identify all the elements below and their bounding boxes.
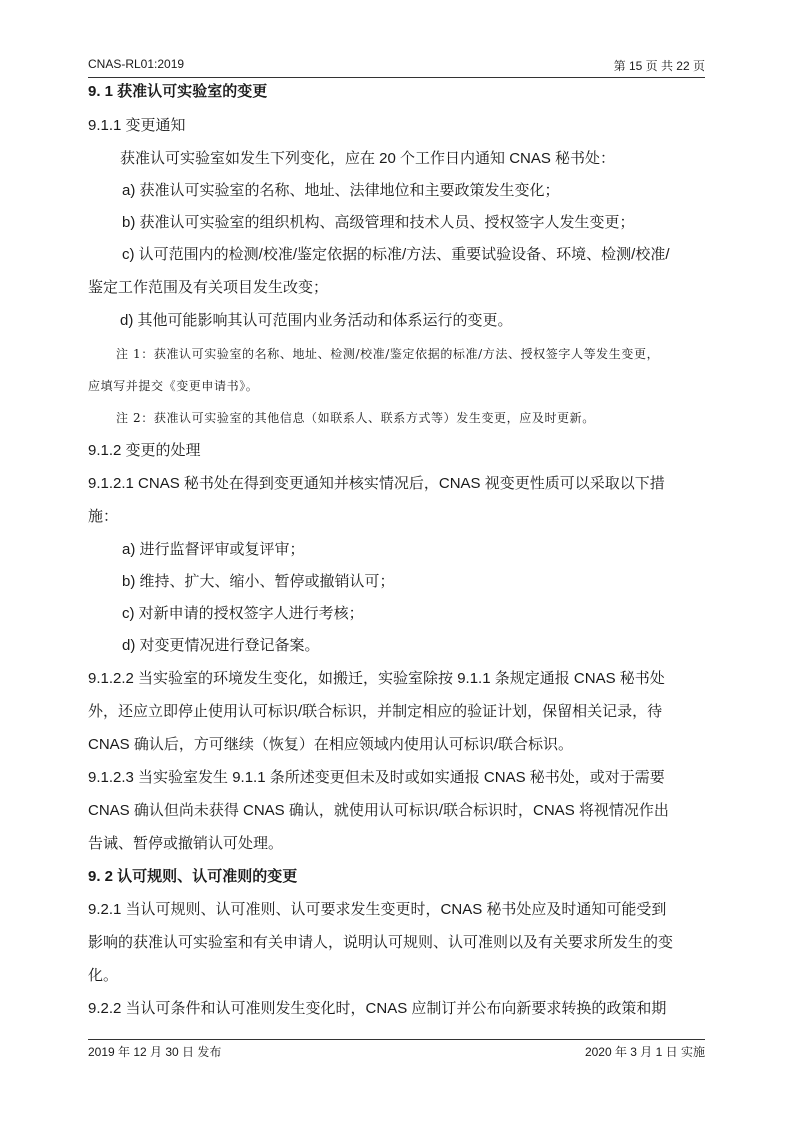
issue-date: 2019 年 12 月 30 日 发布 xyxy=(88,1045,222,1059)
list-item: b) 维持、扩大、缩小、暂停或撤销认可； xyxy=(122,573,395,590)
paragraph-continuation: 外，还应立即停止使用认可标识/联合标识，并制定相应的验证计划，保留相关记录，待 xyxy=(88,703,663,720)
paragraph-continuation: CNAS 确认后，方可继续（恢复）在相应领域内使用认可标识/联合标识。 xyxy=(88,736,574,753)
list-item: c) 认可范围内的检测/校准/鉴定依据的标准/方法、重要试验设备、环境、检测/校准/ xyxy=(122,246,670,263)
paragraph: 9.2.1 当认可规则、认可准则、认可要求发生变更时，CNAS 秘书处应及时通知可能受到 xyxy=(88,901,667,918)
list-item: d) 其他可能影响其认可范围内业务活动和体系运行的变更。 xyxy=(120,312,513,329)
document-code: CNAS-RL01:2019 xyxy=(88,57,185,71)
list-item: c) 对新申请的授权签字人进行考核； xyxy=(122,605,364,622)
paragraph-continuation: 告诫、暂停或撤销认可处理。 xyxy=(88,835,284,852)
list-item: a) 进行监督评审或复评审； xyxy=(122,541,305,558)
note: 注 2：获准认可实验室的其他信息（如联系人、联系方式等）发生变更，应及时更新。 xyxy=(116,411,595,425)
paragraph: 9.1.2.1 CNAS 秘书处在得到变更通知并核实情况后，CNAS 视变更性质可以采取以下措 xyxy=(88,475,665,492)
note: 注 1：获准认可实验室的名称、地址、检测/校准/鉴定依据的标准/方法、授权签字人等发生变更， xyxy=(116,347,660,361)
paragraph-continuation: CNAS 确认但尚未获得 CNAS 确认，就使用认可标识/联合标识时，CNAS 将视情况作出 xyxy=(88,802,669,819)
paragraph-continuation: 影响的获准认可实验室和有关申请人，说明认可规则、认可准则以及有关要求所发生的变 xyxy=(88,934,674,951)
effective-date: 2020 年 3 月 1 日 实施 xyxy=(584,1045,705,1059)
list-item: b) 获准认可实验室的组织机构、高级管理和技术人员、授权签字人发生变更； xyxy=(122,214,635,231)
paragraph-continuation: 化。 xyxy=(88,967,119,984)
list-item-continuation: 鉴定工作范围及有关项目发生改变； xyxy=(88,279,329,296)
paragraph-continuation: 施： xyxy=(88,508,119,525)
section-heading: 9. 1 获准认可实验室的变更 xyxy=(88,83,268,100)
subsection-heading: 9.1.1 变更通知 xyxy=(88,117,186,134)
page-footer xyxy=(88,1039,705,1062)
subsection-heading: 9.1.2 变更的处理 xyxy=(88,442,201,459)
page-number: 第 15 页 共 22 页 xyxy=(613,59,705,73)
page-header xyxy=(88,55,705,78)
paragraph: 9.2.2 当认可条件和认可准则发生变化时，CNAS 应制订并公布向新要求转换的政策和期 xyxy=(88,1000,667,1017)
list-item: d) 对变更情况进行登记备案。 xyxy=(122,637,320,654)
paragraph: 9.1.2.2 当实验室的环境发生变化，如搬迁，实验室除按 9.1.1 条规定通报 CNAS 秘书处 xyxy=(88,670,665,687)
paragraph: 9.1.2.3 当实验室发生 9.1.1 条所述变更但未及时或如实通报 CNAS 秘书处，或对于需要 xyxy=(88,769,665,786)
paragraph: 获准认可实验室如发生下列变化，应在 20 个工作日内通知 CNAS 秘书处： xyxy=(120,150,616,167)
note-continuation: 应填写并提交《变更申请书》。 xyxy=(88,379,259,393)
section-heading: 9. 2 认可规则、认可准则的变更 xyxy=(88,868,298,885)
list-item: a) 获准认可实验室的名称、地址、法律地位和主要政策发生变化； xyxy=(122,182,560,199)
